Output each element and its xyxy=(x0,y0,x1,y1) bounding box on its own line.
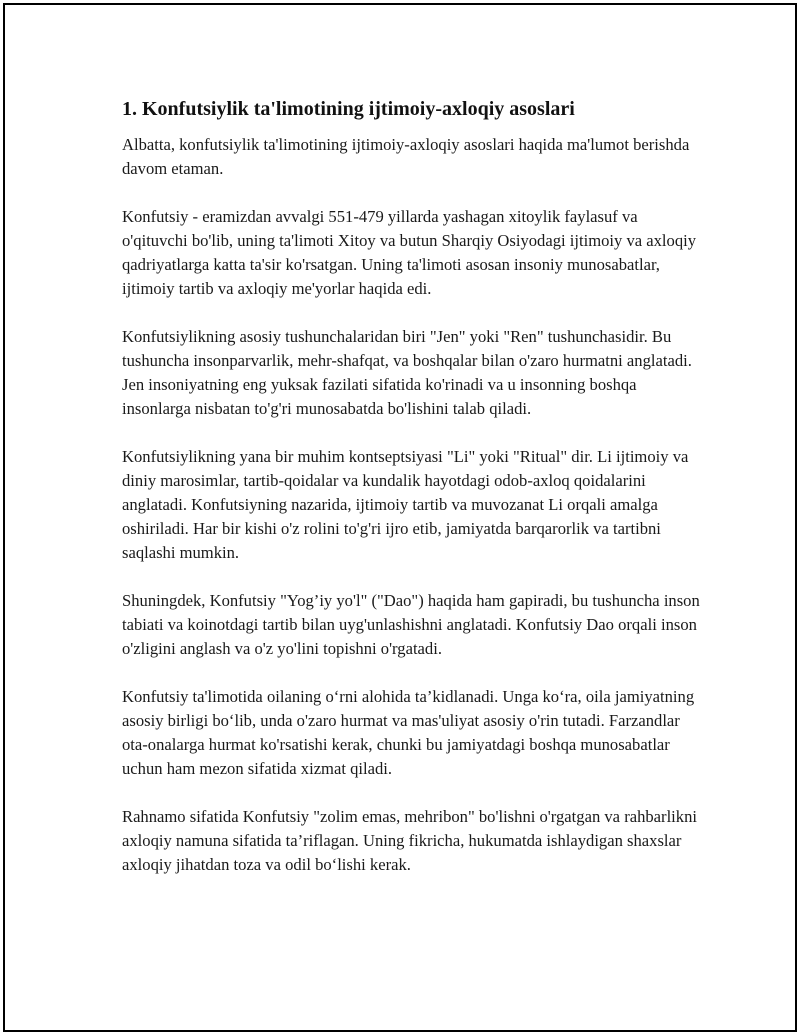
paragraph-jen: Konfutsiylikning asosiy tushunchalaridan biri "Jen" yoki "Ren" tushunchasidir. Bu tushuncha insonparvarlik, mehr-shafqat, va boshqalar bilan o'zaro hurmatni anglatadi. Jen insoniyatning eng yuksak fazilati sifatida ko'rinadi va u insonning boshqa insonlarga nisbatan to'g'ri munosabatda bo'lishini talab qiladi. xyxy=(122,327,692,418)
document-title: 1. Konfutsiylik ta'limotining ijtimoiy-axloqiy asoslari xyxy=(122,98,575,120)
paragraph-dao: Shuningdek, Konfutsiy "Yog’iy yo'l" ("Dao") haqida ham gapiradi, bu tushuncha inson tabiati va koinotdagi tartib bilan uyg'unlashishni anglatadi. Konfutsiy Dao orqali inson o'zligini anglash va o'z yo'lini topishni o'rgatadi. xyxy=(122,591,700,658)
paragraph-li: Konfutsiylikning yana bir muhim kontseptsiyasi "Li" yoki "Ritual" dir. Li ijtimoiy va diniy marosimlar, tartib-qoidalar va kundalik hayotdagi odob-axloq qoidalarini anglatadi. Konfutsiyning nazarida, ijtimoiy tartib va muvozanat Li orqali amalga oshiriladi. Har bir kishi o'z rolini to'g'ri ijro etib, jamiyatda barqarorlik va tartibni saqlashi mumkin. xyxy=(122,447,689,562)
document-body xyxy=(122,95,707,901)
page-frame xyxy=(3,3,797,1032)
paragraph-family: Konfutsiy ta'limotida oilaning o‘rni alohida ta’kidlanadi. Unga ko‘ra, oila jamiyatning asosiy birligi bo‘lib, unda o'zaro hurmat va mas'uliyat asosiy o'rin tutadi. Farzandlar ota-onalarga hurmat ko'rsatishi kerak, chunki bu jamiyatdagi boshqa munosabatlar uchun ham mezon sifatida xizmat qiladi. xyxy=(122,687,695,778)
paragraph-confucius-bio: Konfutsiy - eramizdan avvalgi 551-479 yillarda yashagan xitoylik faylasuf va o'qituvchi bo'lib, uning ta'limoti Xitoy va butun Sharqiy Osiyodagi ijtimoiy va axloqiy qadriyatlarga katta ta'sir ko'rsatgan. Uning ta'limoti asosan insoniy munosabatlar, ijtimoiy tartib va axloqiy me'yorlar haqida edi. xyxy=(122,207,697,298)
paragraph-intro: Albatta, konfutsiylik ta'limotining ijtimoiy-axloqiy asoslari haqida ma'lumot berishda davom etaman. xyxy=(122,135,690,178)
paragraph-leadership: Rahnamo sifatida Konfutsiy "zolim emas, mehribon" bo'lishni o'rgatgan va rahbarlikni axloqiy namuna sifatida ta’riflagan. Uning fikricha, hukumatda ishlaydigan shaxslar axloqiy jihatdan toza va odil bo‘lishi kerak. xyxy=(122,807,697,874)
